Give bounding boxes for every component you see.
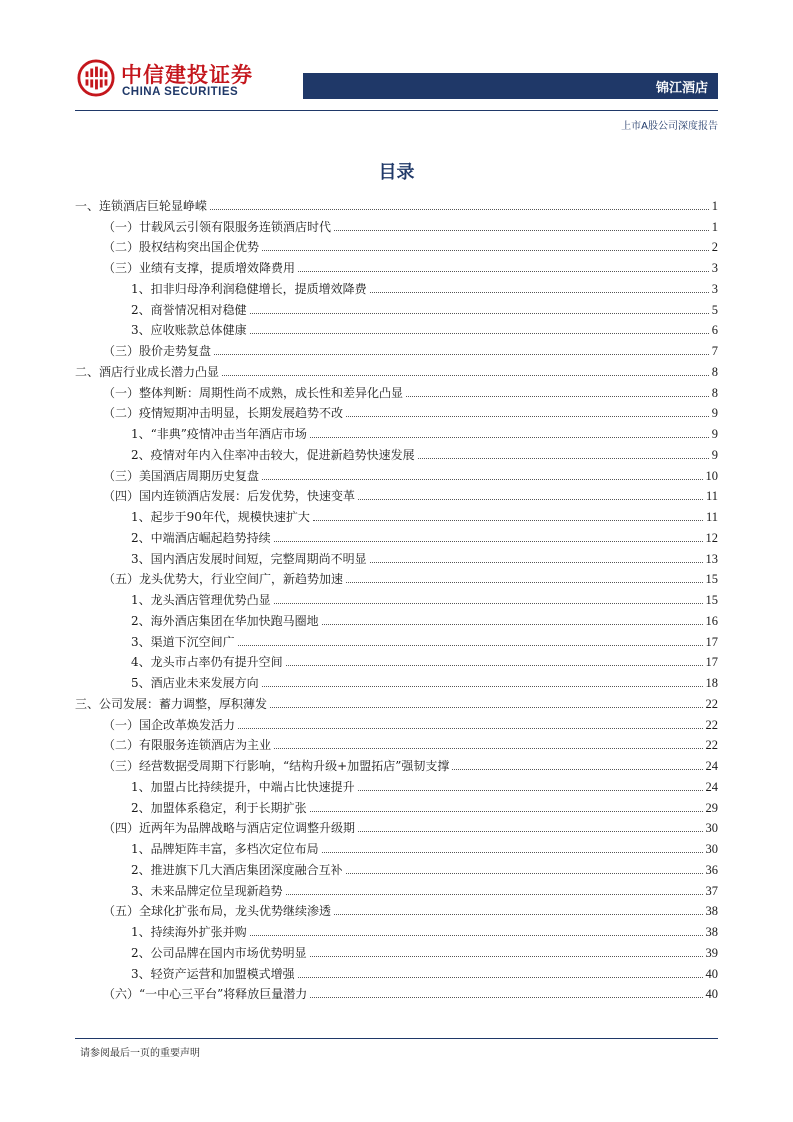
toc-entry-label: 三、公司发展：蓄力调整，厚积薄发 — [75, 696, 268, 711]
toc-entry-page: 40 — [705, 987, 718, 1002]
toc-entry-label: 1、加盟占比持续提升，中端占比快速提升 — [131, 779, 355, 794]
toc-entry[interactable] — [75, 566, 718, 587]
toc-entry-page: 8 — [711, 364, 718, 379]
toc-leader-dots — [370, 292, 709, 293]
toc-entry-label: （一）廿载风云引领有限服务连锁酒店时代 — [103, 219, 332, 234]
toc-leader-dots — [334, 914, 702, 915]
toc-entry[interactable] — [75, 669, 718, 690]
toc-entry-page: 9 — [711, 427, 718, 441]
toc-leader-dots — [310, 997, 702, 998]
toc-leader-dots — [262, 686, 703, 687]
toc-entry-label: 二、酒店行业成长潜力凸显 — [75, 364, 220, 379]
toc-entry-label: 1、持续海外扩张并购 — [131, 925, 247, 939]
toc-entry-page: 1 — [711, 219, 718, 234]
toc-entry[interactable] — [75, 275, 718, 296]
company-name: 锦江酒店 — [655, 81, 708, 96]
toc-leader-dots — [452, 769, 702, 770]
toc-entry-label: （三）经营数据受周期下行影响，“结构升级+加盟拓店”强韧支撑 — [103, 759, 450, 773]
toc-leader-dots — [274, 541, 703, 542]
toc-entry-label: （三）股价走势复盘 — [103, 344, 212, 358]
toc-entry-label: 1、扣非归母净利润稳健增长，提质增效降费 — [131, 281, 367, 296]
toc-entry[interactable] — [75, 379, 718, 400]
toc-entry-page: 38 — [705, 925, 718, 939]
toc-entry-page: 39 — [705, 945, 718, 960]
toc-entry[interactable] — [75, 981, 718, 1002]
toc-leader-dots — [346, 873, 703, 874]
toc-entry-page: 24 — [705, 779, 718, 794]
toc-entry-page: 37 — [705, 883, 718, 898]
toc-entry-page: 11 — [705, 489, 718, 504]
toc-entry-label: （三）美国酒店周期历史复盘 — [103, 468, 260, 483]
toc-entry-label: 3、渠道下沉空间广 — [131, 634, 235, 649]
toc-entry-page: 15 — [705, 593, 718, 607]
toc-leader-dots — [370, 562, 703, 563]
toc-leader-dots — [286, 894, 703, 895]
toc-entry[interactable] — [75, 856, 718, 877]
toc-entry-label: （一）国企改革焕发活力 — [103, 717, 236, 732]
logo-english-name: CHINA SECURITIES — [122, 86, 239, 98]
toc-entry[interactable] — [75, 337, 718, 358]
toc-leader-dots — [406, 396, 709, 397]
toc-entry-page: 22 — [705, 738, 718, 753]
toc-entry[interactable] — [75, 918, 718, 939]
toc-leader-dots — [298, 977, 703, 978]
toc-entry-page: 12 — [705, 530, 718, 545]
toc-entry-label: （四）国内连锁酒店发展：后发优势，快速变革 — [103, 489, 356, 504]
toc-entry-page: 36 — [705, 862, 718, 877]
toc-entry[interactable] — [75, 358, 718, 379]
toc-entry-page: 13 — [705, 551, 718, 566]
toc-entry-label: 3、应收账款总体健康 — [131, 323, 247, 338]
toc-entry[interactable] — [75, 711, 718, 732]
toc-leader-dots — [286, 665, 703, 666]
toc-leader-dots — [418, 458, 709, 459]
toc-entry[interactable] — [75, 835, 718, 856]
toc-entry-page: 5 — [711, 302, 718, 317]
toc-leader-dots — [310, 811, 703, 812]
toc-entry-page: 29 — [705, 800, 718, 815]
toc-entry-label: 1、“非典”疫情冲击当年酒店市场 — [131, 427, 307, 441]
toc-leader-dots — [262, 479, 702, 480]
toc-leader-dots — [346, 416, 709, 417]
toc-entry-page: 8 — [711, 385, 718, 400]
footer-disclaimer: 请参阅最后一页的重要声明 — [80, 1048, 200, 1059]
toc-leader-dots — [238, 645, 703, 646]
toc-entry-label: 3、轻资产运营和加盟模式增强 — [131, 966, 295, 981]
toc-entry[interactable] — [75, 296, 718, 317]
toc-entry-page: 18 — [705, 676, 718, 690]
toc-leader-dots — [358, 499, 703, 500]
toc-entry-label: 1、品牌矩阵丰富，多档次定位布局 — [131, 842, 319, 856]
toc-leader-dots — [334, 230, 709, 231]
toc-entry-label: 2、中端酒店崛起趋势持续 — [131, 530, 271, 545]
toc-entry[interactable] — [75, 773, 718, 794]
toc-leader-dots — [250, 333, 709, 334]
toc-entry[interactable] — [75, 815, 718, 836]
toc-entry-page: 40 — [705, 966, 718, 981]
toc-entry[interactable] — [75, 586, 718, 607]
toc-leader-dots — [310, 956, 703, 957]
toc-entry[interactable] — [75, 462, 718, 483]
toc-entry-page: 3 — [711, 281, 718, 296]
toc-entry[interactable] — [75, 628, 718, 649]
toc-leader-dots — [250, 935, 703, 936]
toc-entry-label: 1、起步于90年代，规模快速扩大 — [131, 510, 310, 524]
toc-entry[interactable] — [75, 400, 718, 421]
toc-entry[interactable] — [75, 192, 718, 213]
toc-entry-page: 6 — [711, 323, 718, 338]
toc-entry-page: 22 — [705, 717, 718, 732]
toc-entry-page: 10 — [705, 468, 718, 483]
toc-entry-label: （二）疫情短期冲击明显，长期发展趋势不改 — [103, 406, 344, 421]
toc-entry-page: 24 — [705, 759, 718, 773]
toc-entry[interactable] — [75, 234, 718, 255]
toc-entry-label: （五）龙头优势大，行业空间广，新趋势加速 — [103, 572, 344, 587]
toc-entry[interactable] — [75, 441, 718, 462]
china-securities-logo-icon — [77, 59, 115, 97]
toc-entry[interactable] — [75, 607, 718, 628]
toc-entry-label: （四）近两年为品牌战略与酒店定位调整升级期 — [103, 821, 356, 836]
toc-entry[interactable] — [75, 254, 718, 275]
footer-divider — [75, 1038, 718, 1039]
toc-entry[interactable] — [75, 794, 718, 815]
toc-entry-label: （二）股权结构突出国企优势 — [103, 240, 260, 255]
toc-entry-page: 9 — [711, 406, 718, 421]
toc-entry-page: 2 — [711, 240, 718, 255]
toc-entry-label: 1、龙头酒店管理优势凸显 — [131, 593, 271, 607]
toc-leader-dots — [214, 354, 709, 355]
page-header — [75, 55, 718, 105]
logo — [75, 55, 325, 103]
toc-leader-dots — [313, 520, 703, 521]
toc-leader-dots — [322, 624, 703, 625]
report-type: 上市A股公司深度报告 — [621, 121, 718, 132]
toc-entry-page: 17 — [705, 634, 718, 649]
toc-leader-dots — [358, 831, 702, 832]
toc-entry[interactable] — [75, 503, 718, 524]
toc-entry-label: （二）有限服务连锁酒店为主业 — [103, 738, 272, 753]
toc-leader-dots — [322, 852, 703, 853]
toc-entry-label: 一、连锁酒店巨轮显峥嵘 — [75, 198, 208, 213]
toc-entry-page: 15 — [705, 572, 718, 587]
toc-entry-page: 30 — [705, 842, 718, 856]
toc-entry-label: （三）业绩有支撑，提质增效降费用 — [103, 261, 296, 275]
toc-leader-dots — [238, 728, 702, 729]
toc-leader-dots — [274, 748, 702, 749]
toc-entry[interactable] — [75, 649, 718, 670]
toc-entry-page: 3 — [711, 261, 718, 275]
toc-entry-page: 30 — [705, 821, 718, 836]
table-of-contents — [75, 192, 718, 1001]
toc-entry-label: 2、海外酒店集团在华加快跑马圈地 — [131, 613, 319, 628]
toc-entry[interactable] — [75, 732, 718, 753]
toc-leader-dots — [250, 313, 709, 314]
toc-entry-page: 38 — [705, 904, 718, 919]
toc-entry-label: 2、加盟体系稳定，利于长期扩张 — [131, 800, 307, 815]
toc-entry-page: 22 — [705, 696, 718, 711]
toc-entry[interactable] — [75, 524, 718, 545]
toc-entry-page: 7 — [711, 344, 718, 358]
header-divider — [75, 110, 718, 111]
toc-entry-label: （五）全球化扩张布局，龙头优势继续渗透 — [103, 904, 332, 919]
toc-entry[interactable] — [75, 752, 718, 773]
toc-entry-page: 17 — [705, 655, 718, 670]
toc-entry[interactable] — [75, 317, 718, 338]
toc-entry-page: 9 — [711, 447, 718, 462]
toc-entry[interactable] — [75, 213, 718, 234]
toc-entry-label: （六）“一中心三平台”将释放巨量潜力 — [103, 987, 308, 1002]
toc-entry-label: 3、国内酒店发展时间短，完整周期尚不明显 — [131, 551, 367, 566]
toc-leader-dots — [298, 271, 709, 272]
toc-entry[interactable] — [75, 877, 718, 898]
toc-entry[interactable] — [75, 545, 718, 566]
toc-entry[interactable] — [75, 939, 718, 960]
toc-entry-page: 16 — [705, 613, 718, 628]
toc-entry-label: 2、公司品牌在国内市场优势明显 — [131, 945, 307, 960]
toc-entry[interactable] — [75, 690, 718, 711]
toc-entry-label: 5、酒店业未来发展方向 — [131, 676, 259, 690]
toc-entry-label: 2、推进旗下几大酒店集团深度融合互补 — [131, 862, 343, 877]
toc-entry-label: 2、疫情对年内入住率冲击较大，促进新趋势快速发展 — [131, 447, 415, 462]
toc-entry-label: （一）整体判断：周期性尚不成熟，成长性和差异化凸显 — [103, 385, 404, 400]
toc-entry-page: 11 — [705, 510, 718, 524]
logo-chinese-name: 中信建投证券 — [121, 63, 253, 87]
toc-entry[interactable] — [75, 898, 718, 919]
toc-leader-dots — [358, 790, 703, 791]
toc-leader-dots — [262, 250, 709, 251]
toc-entry-label: 3、未来品牌定位呈现新趋势 — [131, 883, 283, 898]
toc-leader-dots — [346, 582, 702, 583]
toc-entry-page: 1 — [711, 198, 718, 213]
toc-entry[interactable] — [75, 483, 718, 504]
toc-leader-dots — [210, 209, 709, 210]
toc-entry-label: 2、商誉情况相对稳健 — [131, 302, 247, 317]
company-banner — [303, 73, 718, 99]
toc-leader-dots — [270, 707, 702, 708]
toc-title: 目录 — [378, 162, 415, 183]
toc-leader-dots — [274, 603, 703, 604]
toc-entry-label: 4、龙头市占率仍有提升空间 — [131, 655, 283, 670]
toc-entry[interactable] — [75, 960, 718, 981]
toc-leader-dots — [222, 375, 709, 376]
toc-leader-dots — [310, 437, 709, 438]
toc-entry[interactable] — [75, 420, 718, 441]
